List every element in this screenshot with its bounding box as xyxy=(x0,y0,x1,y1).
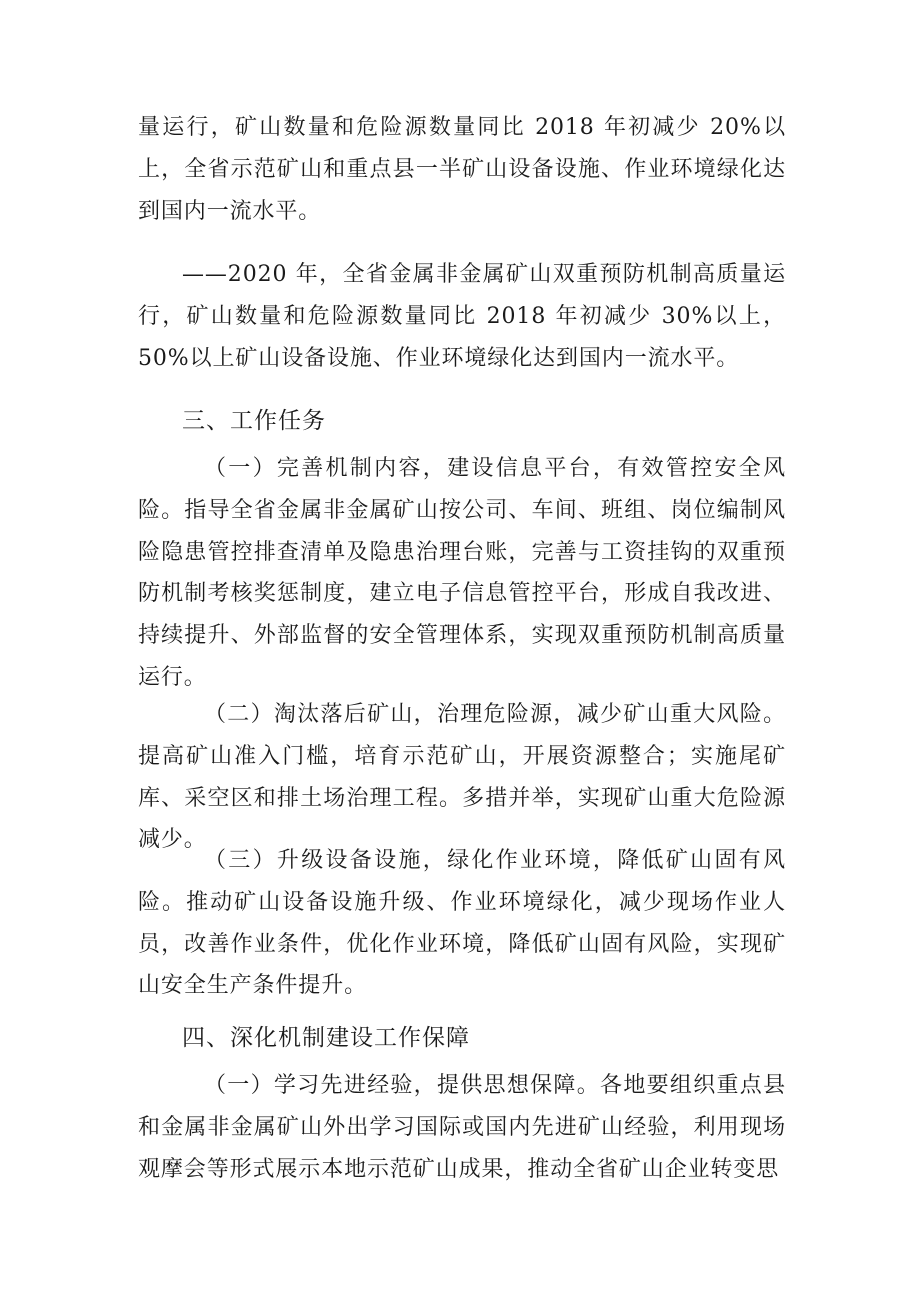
paragraph-2020-target: ——2020 年，全省金属非金属矿山双重预防机制高质量运行，矿山数量和危险源数量同比 2018 年初减少 30%以上，50%以上矿山设备设施、作业环境绿化达到国内一流水平。 xyxy=(138,262,786,371)
paragraph-task-3: （三）升级设备设施，绿化作业环境，降低矿山固有风险。推动矿山设备设施升级、作业环境绿化，减少现场作业人员，改善作业条件，优化作业环境，降低矿山固有风险，实现矿山安全生产条件提升。 xyxy=(138,848,786,999)
paragraph-task-1: （一）完善机制内容，建设信息平台，有效管控安全风险。指导全省金属非金属矿山按公司、车间、班组、岗位编制风险隐患管控排查清单及隐患治理台账，完善与工资挂钩的双重预防机制考核奖惩制度，建立电子信息管控平台，形成自我改进、持续提升、外部监督的安全管理体系，实现双重预防机制高质量运行。 xyxy=(138,456,786,690)
section-heading-work-tasks: 三、工作任务 xyxy=(182,408,326,434)
paragraph-guarantee-1: （一）学习先进经验，提供思想保障。各地要组织重点县和金属非金属矿山外出学习国际或国内先进矿山经验，利用现场观摩会等形式展示本地示范矿山成果，推动全省矿山企业转变思 xyxy=(138,1073,786,1182)
paragraph-targets-continued: 量运行，矿山数量和危险源数量同比 2018 年初减少 20%以上，全省示范矿山和重点县一半矿山设备设施、作业环境绿化达到国内一流水平。 xyxy=(138,115,786,224)
section-heading-guarantees: 四、深化机制建设工作保障 xyxy=(182,1025,470,1051)
paragraph-task-2: （二）淘汰落后矿山，治理危险源，减少矿山重大风险。提高矿山准入门槛，培育示范矿山，开展资源整合；实施尾矿库、采空区和排土场治理工程。多措并举，实现矿山重大危险源减少。 xyxy=(138,702,786,853)
